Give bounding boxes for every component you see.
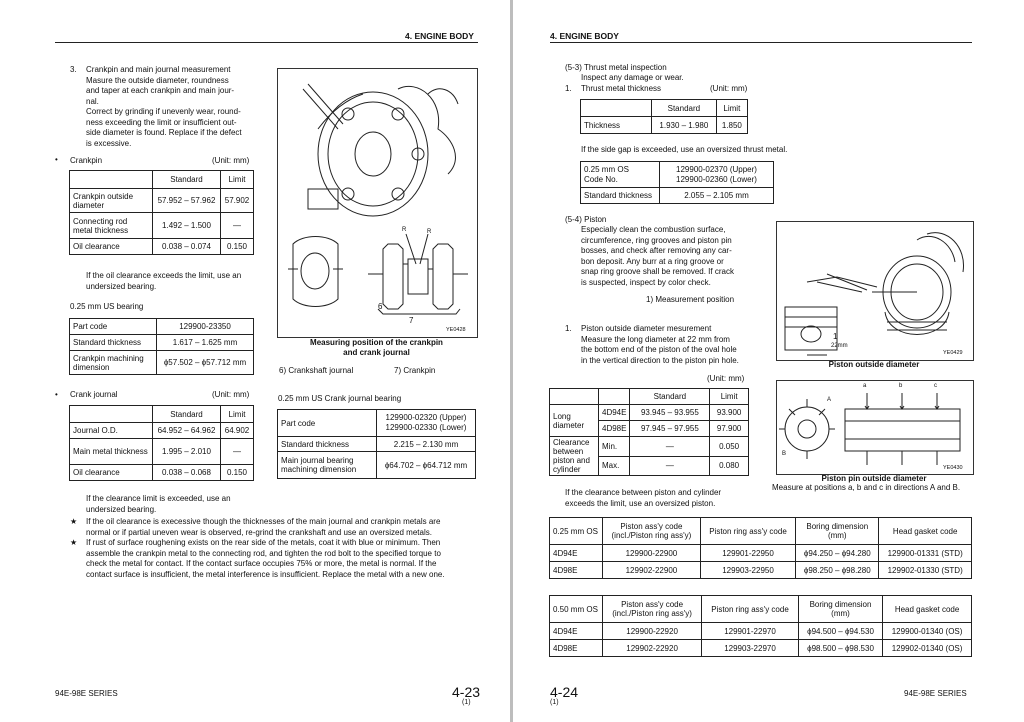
unit-label: (Unit: mm) xyxy=(212,390,250,399)
figure-code: YE0429 xyxy=(943,350,963,356)
label-7: 7 xyxy=(409,316,414,325)
thrust-table: Standard Limit Thickness 1.930 – 1.980 1.850 xyxy=(580,99,748,134)
os025-table: 0.25 mm OS Piston ass'y code (incl./Piston ring ass'y) Piston ring ass'y code Boring dimension (mm) Head gasket code 4D94E 129900-22900 129901-22950 ϕ94.250 – ϕ94.280 129900-01331 (STD) 4D98E 129902-22900 129903-22950 ϕ98.250 – ϕ98.280 129902-01330 (STD) xyxy=(549,517,972,579)
figure-code: YE0430 xyxy=(943,465,963,471)
label-c: c xyxy=(934,383,937,389)
right-page xyxy=(513,0,1024,722)
piston-od-caption: Piston outside diameter xyxy=(828,360,920,369)
left-page xyxy=(0,0,511,722)
crank-journal-title: Crank journal xyxy=(70,390,118,399)
star-mark: ★ xyxy=(70,538,78,547)
page-sub: (1) xyxy=(462,699,471,706)
page-header: 4. ENGINE BODY xyxy=(405,31,474,41)
unit-label: (Unit: mm) xyxy=(212,156,250,165)
star-note-2: If rust of surface roughening exists on the rear side of the metals, coat it with blue or minimum. Then assemble the crankpin metal to the connecting rod, and tighten the rod bolt to the specified torque to check the metal for contact. If the contact surface occupies 75% or more, the metal is normal. If the contact surface is insufficient, the metal interference is insufficient. Replace the metal with a new one. xyxy=(86,538,445,579)
crankpin-title: Crankpin xyxy=(70,156,103,165)
label-B: B xyxy=(782,451,787,457)
bullet: • xyxy=(55,390,58,399)
label-r: R xyxy=(427,229,432,235)
piston-title: (5-4) Piston xyxy=(565,215,607,224)
thrust-item: Thrust metal thickness xyxy=(581,84,662,93)
item-number: 1. xyxy=(565,84,572,93)
label-A: A xyxy=(827,397,832,403)
label-1: 1 xyxy=(833,332,838,341)
page-number: 4-24 xyxy=(550,684,579,700)
piston-pin-sub: Measure at positions a, b and c in directions A and B. xyxy=(772,483,961,492)
measurement-legend: 1) Measurement position xyxy=(646,295,735,304)
thrust-title: (5-3) Thrust metal inspection xyxy=(565,63,667,72)
figure-code: YE0428 xyxy=(446,327,466,333)
item-number: 3. xyxy=(70,65,77,74)
label-b: b xyxy=(899,383,903,389)
crankpin-table: Standard Limit Crankpin outside diameter 57.952 – 57.962 57.902 Connecting rod metal thickness 1.492 – 1.500 — Oil clearance 0.038 – 0.074 0.150 xyxy=(69,170,254,255)
bullet: • xyxy=(55,155,58,164)
piston-measurement-illustration xyxy=(777,222,973,360)
label-6: 6 xyxy=(378,302,383,311)
us-bearing-table: Part code 129900-23350 Standard thickness 1.617 – 1.625 mm Crankpin machining dimension ϕ57.502 – ϕ57.712 mm xyxy=(69,318,254,375)
item3-text: Crankpin and main journal measurement Masure the outside diameter, roundness and taper at each crankpin and main jour- nal. Correct by grinding if unevenly wear, round- ness exceeding the limit or insufficient out- side diameter is found. Replace if the defect is excessive. xyxy=(86,65,242,148)
page-sub: (1) xyxy=(550,699,559,706)
thrust-sub: Inspect any damage or wear. xyxy=(581,73,684,82)
unit-label: (Unit: mm) xyxy=(707,374,745,383)
unit-label: (Unit: mm) xyxy=(710,84,748,93)
crank-us-title: 0.25 mm US Crank journal bearing xyxy=(278,394,402,403)
legend-6: 6) Crankshaft journal xyxy=(279,366,354,375)
header-rule xyxy=(55,42,478,43)
star-mark: ★ xyxy=(70,517,78,526)
label-a: a xyxy=(863,383,867,389)
piston-od-figure xyxy=(776,221,974,361)
series-label: 94E-98E SERIES xyxy=(904,689,967,698)
piston-pin-caption: Piston pin outside diameter xyxy=(821,474,927,483)
label-r: R xyxy=(402,227,407,233)
item-number: 1. xyxy=(565,324,572,333)
series-label: 94E-98E SERIES xyxy=(55,689,118,698)
header-rule xyxy=(550,42,972,43)
page-header: 4. ENGINE BODY xyxy=(550,31,619,41)
crankpin-note: If the oil clearance exceeds the limit, use an undersized bearing. xyxy=(86,271,242,291)
crankpin-figure xyxy=(277,68,478,338)
crank-us-table: Part code 129900-02320 (Upper) 129900-02330 (Lower) Standard thickness 2.215 – 2.130 mm Main journal bearing machining dimension ϕ64.702 – ϕ64.712 mm xyxy=(277,409,476,479)
crank-journal-table: Standard Limit Journal O.D. 64.952 – 64.962 64.902 Main metal thickness 1.995 – 2.010 — Oil clearance 0.038 – 0.068 0.150 xyxy=(69,405,254,481)
piston-note: If the clearance between piston and cylinder exceeds the limit, use an oversized piston. xyxy=(565,488,722,508)
figure-caption: Measuring position of the crankpin and crank journal xyxy=(310,338,443,357)
piston-text: Especially clean the combustion surface, circumference, ring grooves and piston pin bosses, and check after removing any car- bon deposit. Any burr at a ring groove or snap ring groove shall be removed. If crack is suspected, inspect by color check. xyxy=(581,225,734,287)
label-22mm: 22mm xyxy=(831,343,848,349)
piston-od-text: Piston outside diameter mesurement Measure the long diameter at 22 mm from the bottom end of the piston of the oval hole in the vertical direction to the piston pin hole. xyxy=(581,324,739,365)
page-number: 4-23 xyxy=(452,684,481,700)
os050-table: 0.50 mm OS Piston ass'y code (incl./Piston ring ass'y) Piston ring ass'y code Boring dimension (mm) Head gasket code 4D94E 129900-22920 129901-22970 ϕ94.500 – ϕ94.530 129900-01340 (OS) 4D98E 129902-22920 129903-22970 ϕ98.500 – ϕ98.530 129902-01340 (OS) xyxy=(549,595,972,657)
star-note-1: If the oil clearance is execessive though the thicknesses of the main journal and crankpin metals are normal or if partial uneven wear is observed, re-grind the crankshaft and use an oversized metals. xyxy=(86,517,441,537)
crankshaft-measurement-illustration xyxy=(278,69,477,337)
thrust-os-table: 0.25 mm OS Code No. 129900-02370 (Upper) 129900-02360 (Lower) Standard thickness 2.055 – 2.105 mm xyxy=(580,161,774,204)
thrust-note: If the side gap is exceeded, use an oversized thrust metal. xyxy=(581,145,788,154)
us-bearing-title: 0.25 mm US bearing xyxy=(70,302,144,311)
legend-7: 7) Crankpin xyxy=(394,366,436,375)
piston-pin-illustration xyxy=(777,381,973,474)
piston-table: Standard Limit Long diameter 4D94E 93.945 – 93.955 93.900 4D98E 97.945 – 97.955 97.900 Clearance between piston and cylinder Min. — 0.050 Max. — 0.080 xyxy=(549,388,749,476)
piston-pin-figure xyxy=(776,380,974,475)
crank-journal-note: If the clearance limit is exceeded, use an undersized bearing. xyxy=(86,494,231,514)
